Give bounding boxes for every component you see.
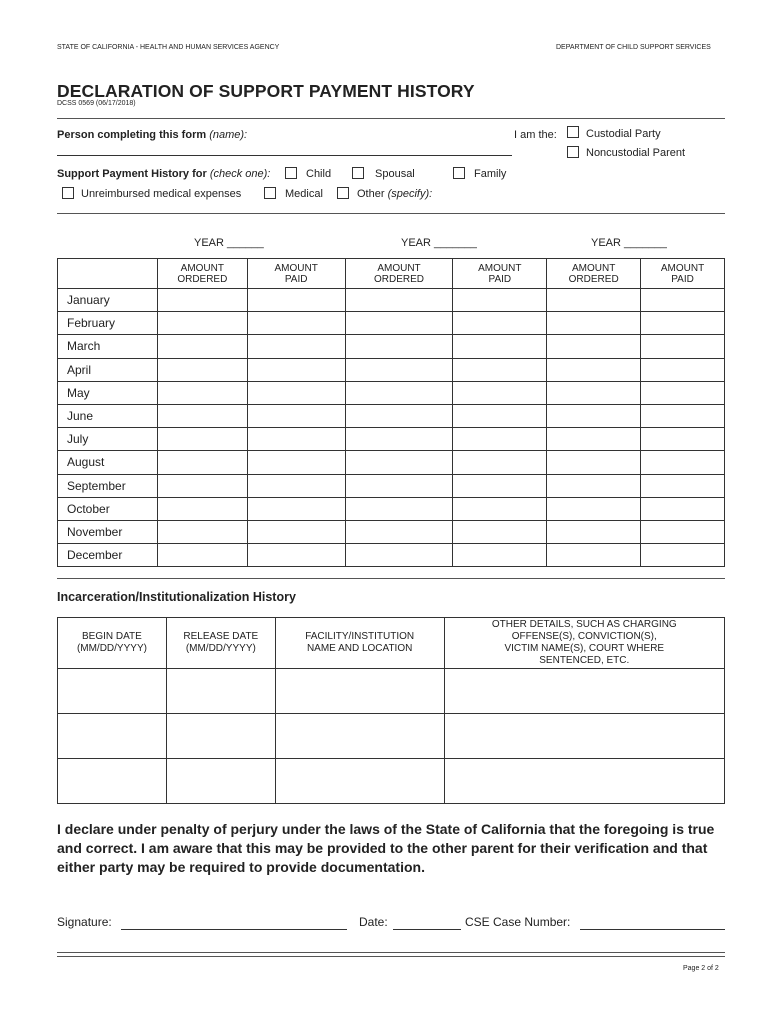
amount-ordered-cell[interactable] [345, 428, 453, 451]
month-row [58, 335, 725, 358]
month-row [58, 428, 725, 451]
release-date-header: RELEASE DATE (MM/DD/YYYY) [166, 618, 275, 669]
amount-paid-cell[interactable] [247, 520, 345, 543]
amount-ordered-cell[interactable] [157, 312, 247, 335]
amount-paid-cell[interactable] [453, 404, 547, 427]
facility-header: FACILITY/INSTITUTION NAME AND LOCATION [275, 618, 444, 669]
year-2-label: YEAR _______ [401, 237, 477, 249]
year-3-label: YEAR _______ [591, 237, 667, 249]
amount-paid-cell[interactable] [641, 428, 725, 451]
begin-date-header: BEGIN DATE (MM/DD/YYYY) [58, 618, 167, 669]
month-header [58, 259, 158, 289]
medical-label: Medical [285, 188, 323, 200]
month-row [58, 289, 725, 312]
medical-checkbox[interactable] [264, 187, 276, 199]
month-label: April [58, 358, 158, 381]
page-number: Page 2 of 2 [683, 965, 719, 972]
month-label: January [58, 289, 158, 312]
amount-paid-cell[interactable] [247, 497, 345, 520]
amount-ordered-cell[interactable] [547, 474, 641, 497]
month-row [58, 381, 725, 404]
amount-paid-cell[interactable] [453, 289, 547, 312]
incarceration-heading: Incarceration/Institutionalization History [57, 590, 296, 604]
year-1-label: YEAR ______ [194, 237, 264, 249]
divider [57, 213, 725, 214]
amount-ordered-cell[interactable] [345, 312, 453, 335]
amount-ordered-cell[interactable] [157, 358, 247, 381]
month-row [58, 404, 725, 427]
month-label: October [58, 497, 158, 520]
month-label: March [58, 335, 158, 358]
unreimbursed-medical-checkbox[interactable] [62, 187, 74, 199]
amount-ordered-cell[interactable] [345, 289, 453, 312]
facility-cell[interactable] [275, 669, 444, 714]
department-name: DEPARTMENT OF CHILD SUPPORT SERVICES [556, 44, 711, 51]
case-number-field[interactable] [580, 929, 725, 930]
divider [57, 956, 725, 957]
noncustodial-parent-checkbox[interactable] [567, 146, 579, 158]
month-row [58, 312, 725, 335]
amount-ordered-cell[interactable] [345, 404, 453, 427]
amount-paid-cell[interactable] [641, 358, 725, 381]
amount-paid-cell[interactable] [453, 428, 547, 451]
amount-paid-cell[interactable] [247, 381, 345, 404]
amount-ordered-cell[interactable] [547, 289, 641, 312]
amount-paid-cell[interactable] [641, 312, 725, 335]
spousal-checkbox[interactable] [352, 167, 364, 179]
month-label: September [58, 474, 158, 497]
date-field[interactable] [393, 929, 461, 930]
other-details-cell[interactable] [444, 759, 724, 804]
release-date-cell[interactable] [166, 759, 275, 804]
amount-paid-cell[interactable] [453, 474, 547, 497]
other-details-cell[interactable] [444, 714, 724, 759]
amount-ordered-cell[interactable] [547, 358, 641, 381]
amount-ordered-cell[interactable] [345, 335, 453, 358]
amount-paid-cell[interactable] [641, 335, 725, 358]
declaration-text: I declare under penalty of perjury under the laws of the State of California that the foregoing is true and correct. I am aware that this may be provided to the other parent for their verification and that either party may be required to provide documentation. [57, 821, 715, 875]
begin-date-cell[interactable] [58, 759, 167, 804]
amount-paid-cell[interactable] [641, 497, 725, 520]
amount-ordered-cell[interactable] [547, 312, 641, 335]
month-label: December [58, 544, 158, 567]
month-label: February [58, 312, 158, 335]
payment-history-table [57, 258, 725, 567]
amount-ordered-cell[interactable] [547, 335, 641, 358]
amount-ordered-cell[interactable] [547, 544, 641, 567]
divider [57, 118, 725, 119]
amount-ordered-cell[interactable] [345, 544, 453, 567]
amount-ordered-cell[interactable] [157, 544, 247, 567]
amount-ordered-cell[interactable] [157, 335, 247, 358]
amount-paid-cell[interactable] [453, 520, 547, 543]
amount-paid-cell[interactable] [641, 474, 725, 497]
begin-date-cell[interactable] [58, 669, 167, 714]
amount-ordered-cell[interactable] [345, 474, 453, 497]
amount-ordered-cell[interactable] [157, 451, 247, 474]
amount-ordered-cell[interactable] [157, 404, 247, 427]
amount-paid-cell[interactable] [641, 289, 725, 312]
release-date-cell[interactable] [166, 714, 275, 759]
i-am-the-label: I am the: [514, 129, 557, 141]
amount-paid-cell[interactable] [453, 335, 547, 358]
amount-paid-cell[interactable] [641, 381, 725, 404]
child-checkbox[interactable] [285, 167, 297, 179]
custodial-party-label: Custodial Party [586, 128, 661, 140]
amount-ordered-cell[interactable] [345, 358, 453, 381]
amount-ordered-cell[interactable] [157, 289, 247, 312]
other-details-cell[interactable] [444, 669, 724, 714]
amount-ordered-cell[interactable] [547, 451, 641, 474]
month-row [58, 474, 725, 497]
month-row [58, 544, 725, 567]
form-title: DECLARATION OF SUPPORT PAYMENT HISTORY [57, 81, 475, 101]
amount-ordered-cell[interactable] [157, 520, 247, 543]
family-checkbox[interactable] [453, 167, 465, 179]
month-label: November [58, 520, 158, 543]
date-label: Date: [359, 915, 388, 929]
month-row [58, 451, 725, 474]
amount-paid-cell[interactable] [453, 312, 547, 335]
family-label: Family [474, 168, 507, 180]
month-row [58, 497, 725, 520]
amount-ordered-cell[interactable] [157, 381, 247, 404]
amount-ordered-cell[interactable] [345, 497, 453, 520]
amount-paid-cell[interactable] [247, 335, 345, 358]
amount-paid-cell[interactable] [453, 497, 547, 520]
amount-paid-cell[interactable] [247, 312, 345, 335]
amount-paid-cell[interactable] [453, 358, 547, 381]
month-label: July [58, 428, 158, 451]
amount-paid-cell[interactable] [247, 544, 345, 567]
agency-name: STATE OF CALIFORNIA - HEALTH AND HUMAN SERVICES AGENCY [57, 44, 280, 51]
amount-ordered-cell[interactable] [345, 451, 453, 474]
year-3-paid-header: AMOUNT PAID [641, 259, 725, 289]
amount-paid-cell[interactable] [247, 428, 345, 451]
other-label: Other (specify): [357, 188, 433, 200]
unreimbursed-medical-label: Unreimbursed medical expenses [81, 188, 242, 200]
incarceration-table [57, 617, 725, 804]
person-name-field[interactable] [57, 155, 512, 156]
year-2-ordered-header: AMOUNT ORDERED [345, 259, 453, 289]
amount-ordered-cell[interactable] [547, 428, 641, 451]
signature-label: Signature: [57, 915, 112, 929]
amount-paid-cell[interactable] [641, 451, 725, 474]
amount-paid-cell[interactable] [453, 381, 547, 404]
amount-ordered-cell[interactable] [345, 381, 453, 404]
case-number-label: CSE Case Number: [465, 915, 571, 929]
amount-ordered-cell[interactable] [157, 428, 247, 451]
amount-paid-cell[interactable] [247, 474, 345, 497]
support-for-label: Support Payment History for (check one): [57, 168, 271, 180]
amount-paid-cell[interactable] [247, 451, 345, 474]
person-label: Person completing this form (name): [57, 129, 248, 141]
amount-ordered-cell[interactable] [547, 381, 641, 404]
amount-paid-cell[interactable] [453, 451, 547, 474]
amount-ordered-cell[interactable] [157, 497, 247, 520]
signature-field[interactable] [121, 929, 347, 930]
release-date-cell[interactable] [166, 669, 275, 714]
month-row [58, 358, 725, 381]
custodial-party-checkbox[interactable] [567, 126, 579, 138]
other-details-header: OTHER DETAILS, SUCH AS CHARGING OFFENSE(S), CONVICTION(S), VICTIM NAME(S), COURT WHERE SENTENCED, ETC. [444, 618, 724, 669]
amount-paid-cell[interactable] [641, 520, 725, 543]
divider [57, 578, 725, 579]
month-label: May [58, 381, 158, 404]
amount-ordered-cell[interactable] [547, 520, 641, 543]
month-label: June [58, 404, 158, 427]
year-2-paid-header: AMOUNT PAID [453, 259, 547, 289]
amount-ordered-cell[interactable] [547, 404, 641, 427]
amount-paid-cell[interactable] [247, 404, 345, 427]
month-label: August [58, 451, 158, 474]
amount-paid-cell[interactable] [247, 358, 345, 381]
child-label: Child [306, 168, 332, 180]
divider [57, 952, 725, 953]
amount-paid-cell[interactable] [453, 544, 547, 567]
amount-paid-cell[interactable] [641, 404, 725, 427]
facility-cell[interactable] [275, 714, 444, 759]
amount-ordered-cell[interactable] [157, 474, 247, 497]
year-1-ordered-header: AMOUNT ORDERED [157, 259, 247, 289]
facility-cell[interactable] [275, 759, 444, 804]
amount-paid-cell[interactable] [247, 289, 345, 312]
noncustodial-parent-label: Noncustodial Parent [586, 147, 686, 159]
amount-paid-cell[interactable] [641, 544, 725, 567]
amount-ordered-cell[interactable] [345, 520, 453, 543]
spousal-label: Spousal [375, 168, 415, 180]
other-checkbox[interactable] [337, 187, 349, 199]
form-number: DCSS 0569 (06/17/2018) [57, 100, 136, 107]
begin-date-cell[interactable] [58, 714, 167, 759]
year-1-paid-header: AMOUNT PAID [247, 259, 345, 289]
month-row [58, 520, 725, 543]
year-3-ordered-header: AMOUNT ORDERED [547, 259, 641, 289]
amount-ordered-cell[interactable] [547, 497, 641, 520]
